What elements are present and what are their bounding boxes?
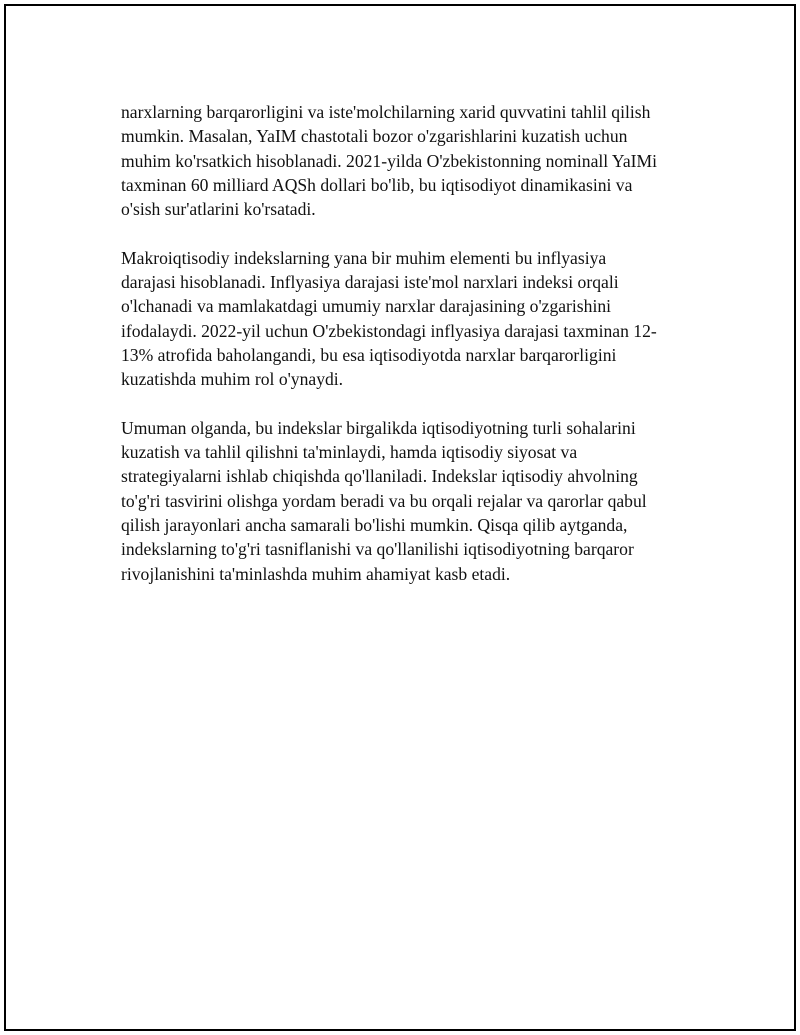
text-line: darajasi hisoblanadi. Inflyasiya darajasi iste'mol narxlari indeksi orqali <box>121 272 619 293</box>
text-line: ifodalaydi. 2022-yil uchun O'zbekistondagi inflyasiya darajasi taxminan 12- <box>121 320 657 341</box>
document-body <box>121 100 711 610</box>
text-line: Umuman olganda, bu indekslar birgalikda iqtisodiyotning turli sohalarini <box>121 417 636 438</box>
text-line: taxminan 60 milliard AQSh dollari bo'lib, bu iqtisodiyot dinamikasini va <box>121 174 633 195</box>
text-line: o'lchanadi va mamlakatdagi umumiy narxlar darajasining o'zgarishini <box>121 296 612 317</box>
text-line: kuzatish va tahlil qilishni ta'minlaydi, hamda iqtisodiy siyosat va <box>121 442 578 463</box>
text-line: Makroiqtisodiy indekslarning yana bir muhim elementi bu inflyasiya <box>121 247 607 268</box>
text-line: 13% atrofida baholangandi, bu esa iqtisodiyotda narxlar barqarorligini <box>121 344 617 365</box>
text-line: qilish jarayonlari ancha samarali bo'lishi mumkin. Qisqa qilib aytganda, <box>121 515 628 536</box>
text-line: indekslarning to'g'ri tasniflanishi va qo'llanilishi iqtisodiyotning barqaror <box>121 539 634 560</box>
text-line: to'g'ri tasvirini olishga yordam beradi va bu orqali rejalar va qarorlar qabul <box>121 490 647 511</box>
page-frame <box>4 4 796 1031</box>
text-line: narxlarning barqarorligini va iste'molchilarning xarid quvvatini tahlil qilish <box>121 102 651 122</box>
text-line: rivojlanishini ta'minlashda muhim ahamiyat kasb etadi. <box>121 563 511 584</box>
text-line: muhim ko'rsatkich hisoblanadi. 2021-yilda O'zbekistonning nominall YaIMi <box>121 150 658 171</box>
paragraph-2 <box>121 246 711 392</box>
paragraph-3 <box>121 416 711 586</box>
text-line: kuzatishda muhim rol o'ynaydi. <box>121 369 344 390</box>
text-line: o'sish sur'atlarini ko'rsatadi. <box>121 199 316 220</box>
text-line: strategiyalarni ishlab chiqishda qo'llaniladi. Indekslar iqtisodiy ahvolning <box>121 466 638 487</box>
text-line: mumkin. Masalan, YaIM chastotali bozor o'zgarishlarini kuzatish uchun <box>121 126 628 147</box>
paragraph-1 <box>121 100 711 221</box>
